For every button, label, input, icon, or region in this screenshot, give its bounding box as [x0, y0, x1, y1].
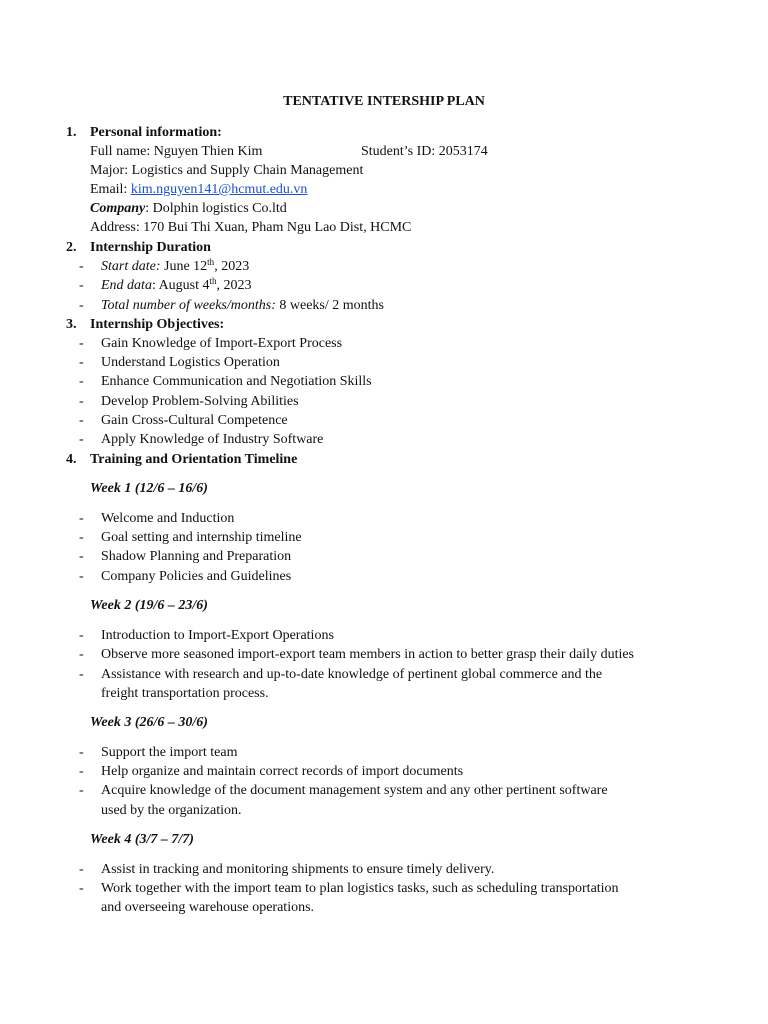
bullet-dash: - — [79, 432, 84, 447]
company-row — [90, 199, 287, 218]
end-date-label: End data — [101, 278, 152, 293]
bullet-dash: - — [79, 628, 84, 643]
start-date-row — [101, 257, 249, 276]
email-link[interactable]: kim.nguyen141@hcmut.edu.vn — [130, 182, 308, 197]
company-label: Company — [90, 201, 146, 216]
fullname-value: Nguyen Thien Kim — [153, 144, 263, 159]
section-number-3: 3. — [66, 317, 77, 332]
end-date-year: , 2023 — [216, 278, 252, 293]
start-date-label: Start date: — [101, 259, 161, 274]
week-3-item: Help organize and maintain correct records of import documents — [101, 764, 464, 779]
bullet-dash: - — [79, 355, 84, 370]
week-1-item: Company Policies and Guidelines — [101, 569, 292, 584]
email-label: Email: — [90, 182, 131, 197]
objective-item: Gain Cross-Cultural Competence — [101, 413, 288, 428]
fullname-label: Full name: — [90, 144, 154, 159]
bullet-dash: - — [79, 647, 84, 662]
total-duration-label: Total number of weeks/months: — [101, 298, 276, 313]
section-heading-objectives: Internship Objectives: — [90, 317, 225, 332]
bullet-dash: - — [79, 764, 84, 779]
bullet-dash: - — [79, 549, 84, 564]
week-2-item-continued: freight transportation process. — [101, 686, 269, 701]
fullname-row — [90, 142, 262, 161]
bullet-dash: - — [79, 881, 84, 896]
section-number-1: 1. — [66, 125, 77, 140]
company-value: : Dolphin logistics Co.ltd — [145, 201, 287, 216]
week-2-item: Assistance with research and up-to-date knowledge of pertinent global commerce and the — [101, 667, 603, 682]
section-heading-timeline: Training and Orientation Timeline — [90, 452, 298, 467]
major-label: Major: — [90, 163, 132, 178]
address-row: Address: 170 Bui Thi Xuan, Pham Ngu Lao Dist, HCMC — [90, 220, 412, 235]
section-number-2: 2. — [66, 240, 77, 255]
week-4-item: Work together with the import team to plan logistics tasks, such as scheduling transportation — [101, 881, 619, 896]
bullet-dash: - — [79, 511, 84, 526]
bullet-dash: - — [79, 259, 84, 274]
objective-item: Enhance Communication and Negotiation Skills — [101, 374, 372, 389]
bullet-dash: - — [79, 336, 84, 351]
end-date-suffix: th — [209, 276, 217, 286]
week-3-item: Support the import team — [101, 745, 238, 760]
week-3-item: Acquire knowledge of the document management system and any other pertinent software — [101, 783, 608, 798]
week-1-item: Welcome and Induction — [101, 511, 235, 526]
week-4-item-continued: and overseeing warehouse operations. — [101, 900, 315, 915]
student-id-row — [361, 142, 488, 161]
bullet-dash: - — [79, 374, 84, 389]
week-1-item: Goal setting and internship timeline — [101, 530, 302, 545]
bullet-dash: - — [79, 278, 84, 293]
objective-item: Apply Knowledge of Industry Software — [101, 432, 324, 447]
document-title: TENTATIVE INTERSHIP PLAN — [283, 94, 485, 109]
start-date-year: , 2023 — [214, 259, 250, 274]
student-id-label: Student’s ID: — [361, 144, 439, 159]
bullet-dash: - — [79, 298, 84, 313]
bullet-dash: - — [79, 413, 84, 428]
section-number-4: 4. — [66, 452, 77, 467]
week-1-heading: Week 1 (12/6 – 16/6) — [90, 481, 208, 496]
section-heading-personal: Personal information: — [90, 125, 222, 140]
start-date-value: June 12 — [160, 259, 208, 274]
bullet-dash: - — [79, 783, 84, 798]
student-id-value: 2053174 — [438, 144, 488, 159]
bullet-dash: - — [79, 569, 84, 584]
week-3-item-continued: used by the organization. — [101, 803, 242, 818]
week-3-heading: Week 3 (26/6 – 30/6) — [90, 715, 208, 730]
bullet-dash: - — [79, 667, 84, 682]
major-value: Logistics and Supply Chain Management — [131, 163, 364, 178]
objective-item: Gain Knowledge of Import-Export Process — [101, 336, 343, 351]
end-date-value: : August 4 — [151, 278, 210, 293]
total-duration-value: 8 weeks/ 2 months — [275, 298, 384, 313]
section-heading-duration: Internship Duration — [90, 240, 211, 255]
objective-item: Understand Logistics Operation — [101, 355, 280, 370]
total-duration-row — [101, 296, 384, 315]
week-2-item: Observe more seasoned import-export team members in action to better grasp their daily duties — [101, 647, 635, 662]
bullet-dash: - — [79, 530, 84, 545]
objective-item: Develop Problem-Solving Abilities — [101, 394, 299, 409]
week-2-item: Introduction to Import-Export Operations — [101, 628, 334, 643]
start-date-suffix: th — [207, 257, 215, 267]
bullet-dash: - — [79, 745, 84, 760]
week-2-heading: Week 2 (19/6 – 23/6) — [90, 598, 208, 613]
end-date-row — [101, 276, 252, 295]
bullet-dash: - — [79, 394, 84, 409]
week-4-item: Assist in tracking and monitoring shipments to ensure timely delivery. — [101, 862, 495, 877]
week-1-item: Shadow Planning and Preparation — [101, 549, 292, 564]
email-row — [90, 180, 307, 199]
bullet-dash: - — [79, 862, 84, 877]
week-4-heading: Week 4 (3/7 – 7/7) — [90, 832, 194, 847]
major-row — [90, 161, 363, 180]
